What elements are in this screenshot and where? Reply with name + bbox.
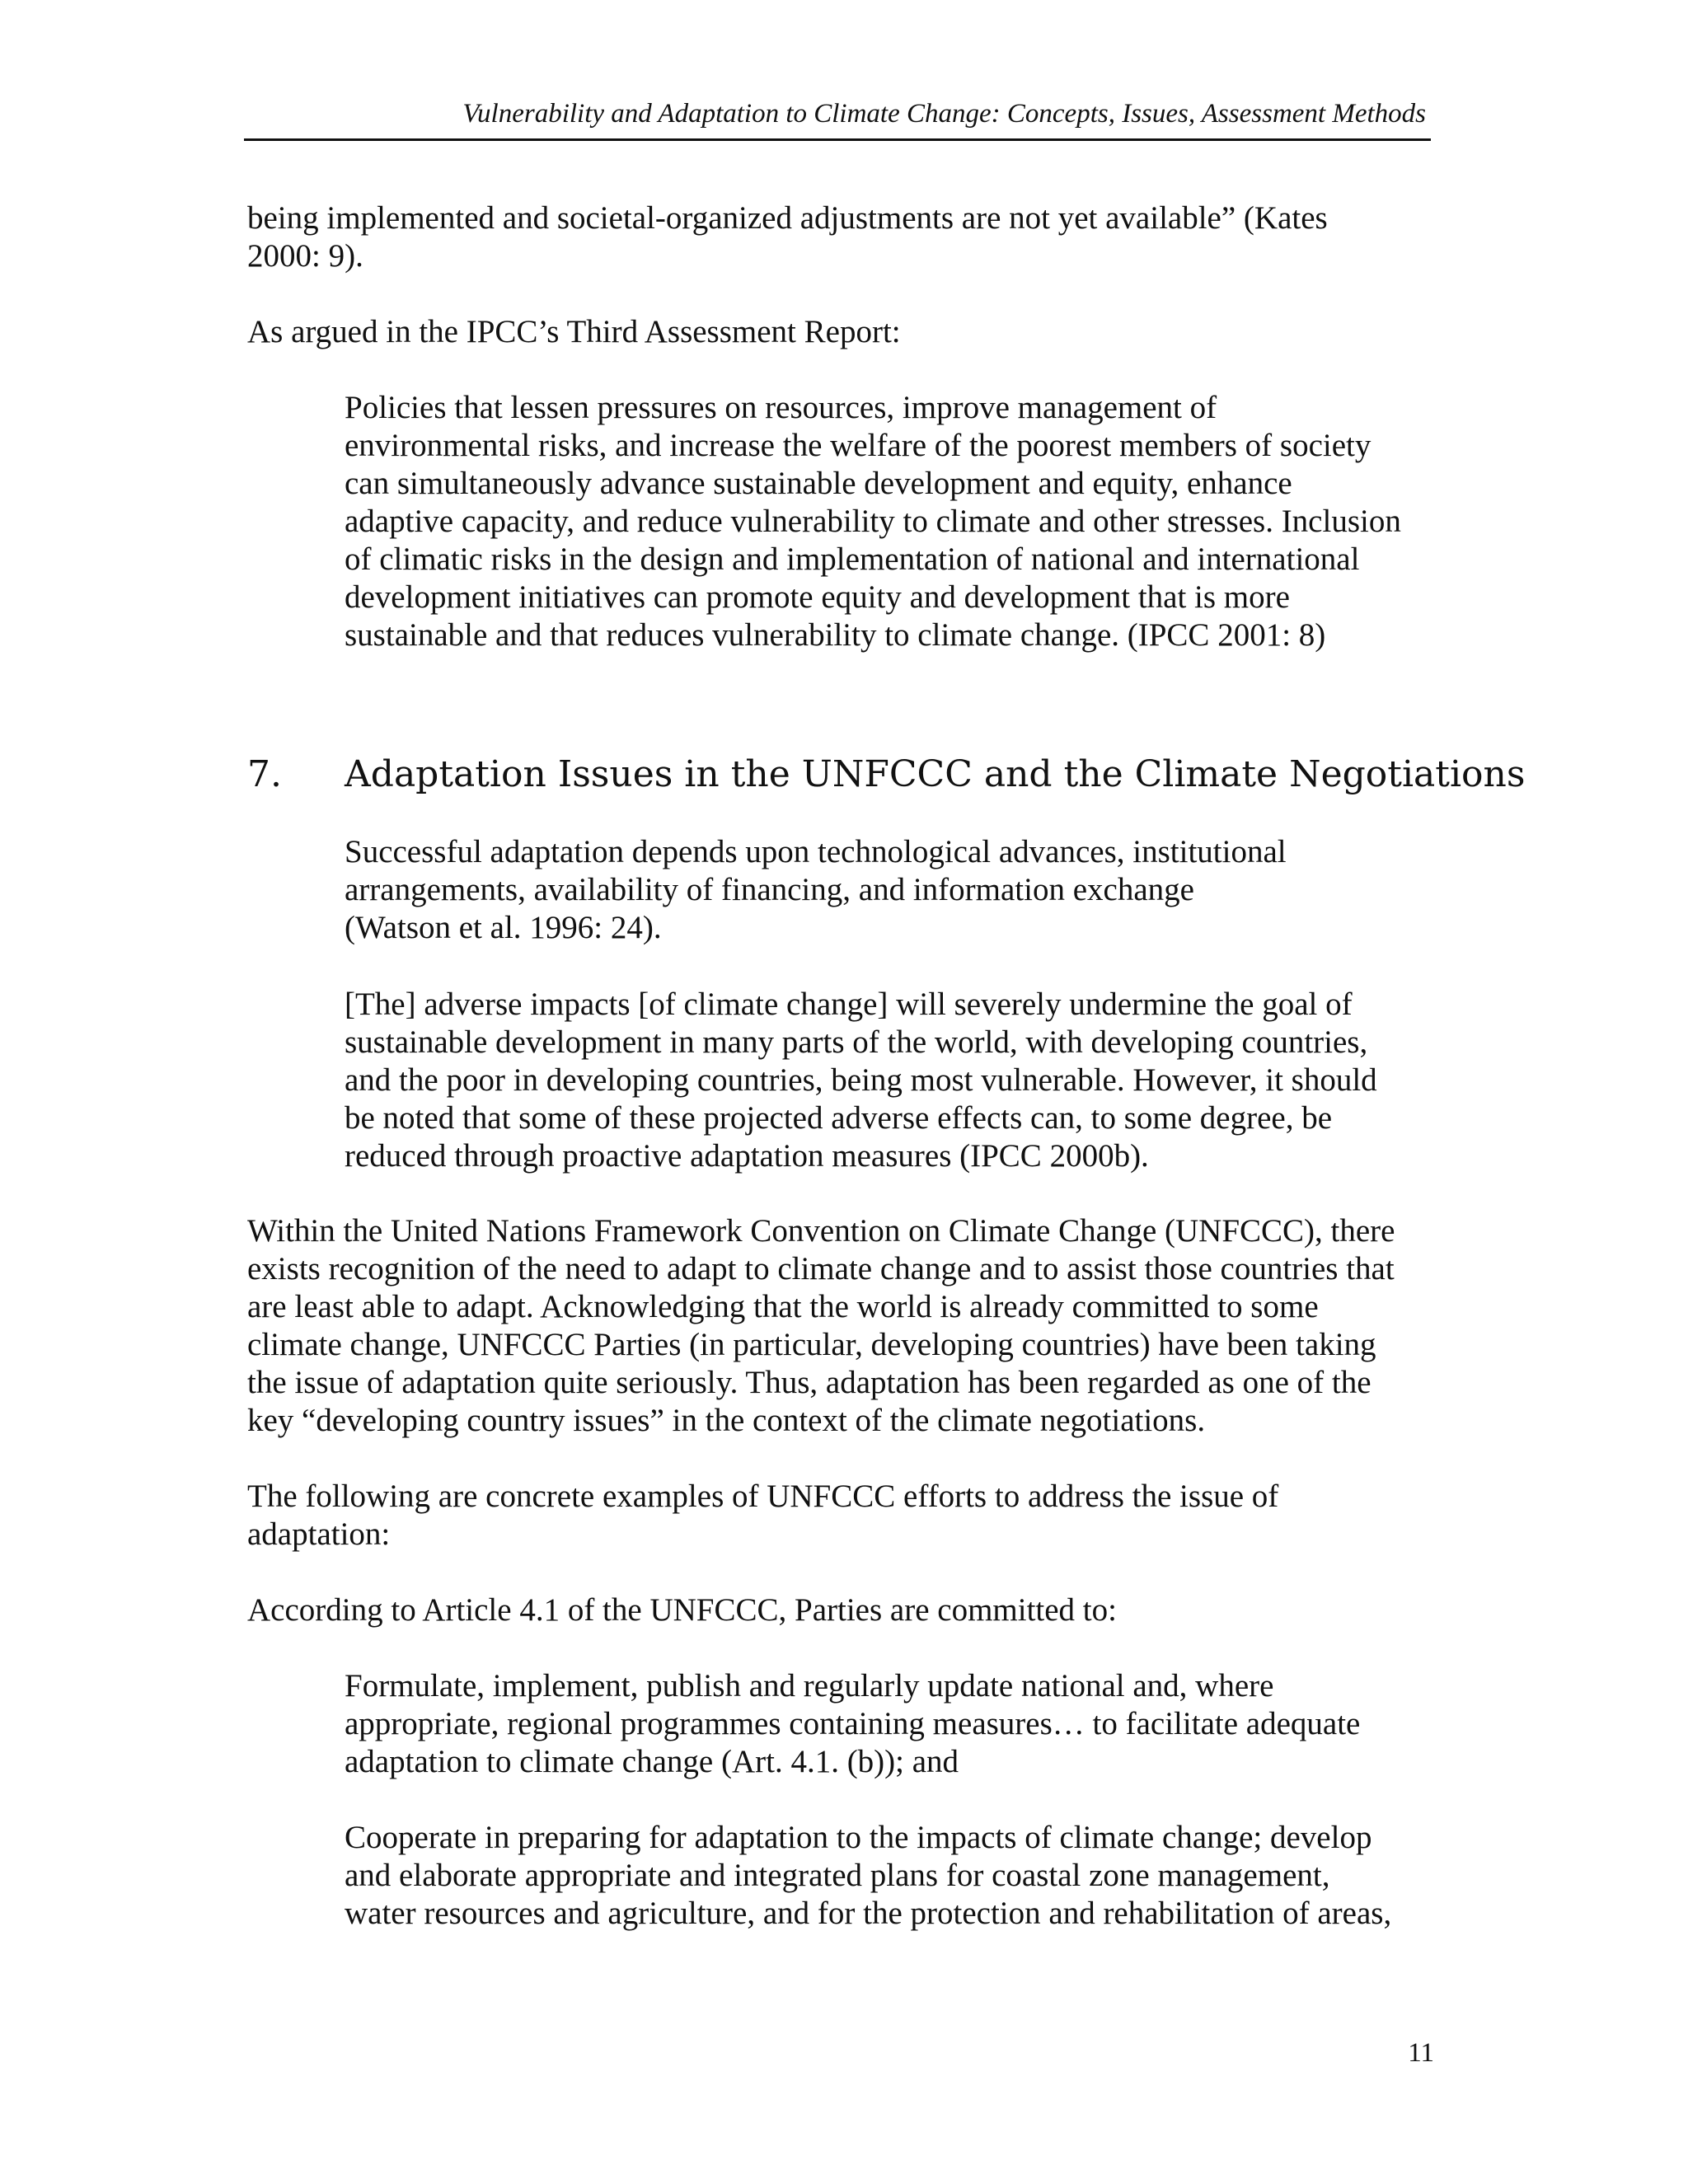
blockquote-ipcc-impacts <box>345 986 1441 1175</box>
blockquote-ipcc-policies <box>345 389 1441 654</box>
text-line: appropriate, regional programmes containing measures… to facilitate adequate <box>345 1706 1361 1741</box>
text-line: key “developing country issues” in the context of the climate negotiations. <box>247 1403 1206 1438</box>
text-line: 2000: 9). <box>247 238 363 274</box>
text-line: adaptive capacity, and reduce vulnerability to climate and other stresses. Inclusion <box>345 504 1401 539</box>
paragraph-kates-quote-end <box>247 199 1442 275</box>
text-line: environmental risks, and increase the welfare of the poorest members of society <box>345 428 1372 463</box>
text-line: exists recognition of the need to adapt to climate change and to assist those countries that <box>247 1251 1395 1286</box>
text-line: adaptation to climate change (Art. 4.1. (b)); and <box>345 1744 959 1779</box>
text-line: sustainable and that reduces vulnerability to climate change. (IPCC 2001: 8) <box>345 617 1326 653</box>
text-line: development initiatives can promote equity and development that is more <box>345 579 1290 615</box>
text-line: climate change, UNFCCC Parties (in particular, developing countries) have been taking <box>247 1327 1376 1362</box>
text-line: the issue of adaptation quite seriously. Thus, adaptation has been regarded as one of the <box>247 1365 1372 1400</box>
running-title: Vulnerability and Adaptation to Climate Change: Concepts, Issues, Assessment Methods <box>462 99 1426 129</box>
text-line: adaptation: <box>247 1516 391 1552</box>
section-number: 7. <box>247 753 282 795</box>
text-line: be noted that some of these projected adverse effects can, to some degree, be <box>345 1100 1333 1136</box>
text-line: being implemented and societal-organized adjustments are not yet available” (Kates <box>247 200 1328 236</box>
paragraph-unfccc-recognition <box>247 1212 1442 1440</box>
section-title: Adaptation Issues in the UNFCCC and the Climate Negotiations <box>345 753 1526 795</box>
text-line: The following are concrete examples of UNFCCC efforts to address the issue of <box>247 1479 1279 1514</box>
page-header <box>244 97 1431 141</box>
text-line: As argued in the IPCC’s Third Assessment Report: <box>247 314 901 349</box>
text-line: can simultaneously advance sustainable development and equity, enhance <box>345 466 1292 501</box>
section-heading <box>247 752 1526 801</box>
text-line: are least able to adapt. Acknowledging that the world is already committed to some <box>247 1289 1319 1324</box>
blockquote-cooperate <box>345 1819 1441 1933</box>
paragraph-concrete-examples <box>247 1478 1442 1554</box>
text-line: and the poor in developing countries, being most vulnerable. However, it should <box>345 1062 1377 1098</box>
paragraph-article-4-1 <box>247 1591 1442 1629</box>
text-line: arrangements, availability of financing, and information exchange <box>345 872 1194 907</box>
text-line: reduced through proactive adaptation measures (IPCC 2000b). <box>345 1138 1149 1174</box>
text-line: of climatic risks in the design and implementation of national and international <box>345 541 1360 577</box>
text-line: Policies that lessen pressures on resources, improve management of <box>345 390 1217 425</box>
text-line: According to Article 4.1 of the UNFCCC, Parties are committed to: <box>247 1592 1117 1628</box>
text-line: and elaborate appropriate and integrated plans for coastal zone management, <box>345 1858 1330 1893</box>
text-line: sustainable development in many parts of the world, with developing countries, <box>345 1024 1368 1060</box>
blockquote-article-4-1-b <box>345 1667 1441 1781</box>
paragraph-ipcc-intro <box>247 313 1442 351</box>
blockquote-watson <box>345 833 1441 947</box>
text-line: Successful adaptation depends upon technological advances, institutional <box>345 834 1287 869</box>
text-line: water resources and agriculture, and for the protection and rehabilitation of areas, <box>345 1896 1392 1931</box>
text-line: Formulate, implement, publish and regularly update national and, where <box>345 1668 1274 1704</box>
text-line: Cooperate in preparing for adaptation to the impacts of climate change; develop <box>345 1820 1372 1855</box>
text-line: [The] adverse impacts [of climate change] will severely undermine the goal of <box>345 987 1353 1022</box>
text-line: (Watson et al. 1996: 24). <box>345 910 662 945</box>
page-number: 11 <box>1408 2038 1434 2068</box>
text-line: Within the United Nations Framework Convention on Climate Change (UNFCCC), there <box>247 1213 1395 1249</box>
